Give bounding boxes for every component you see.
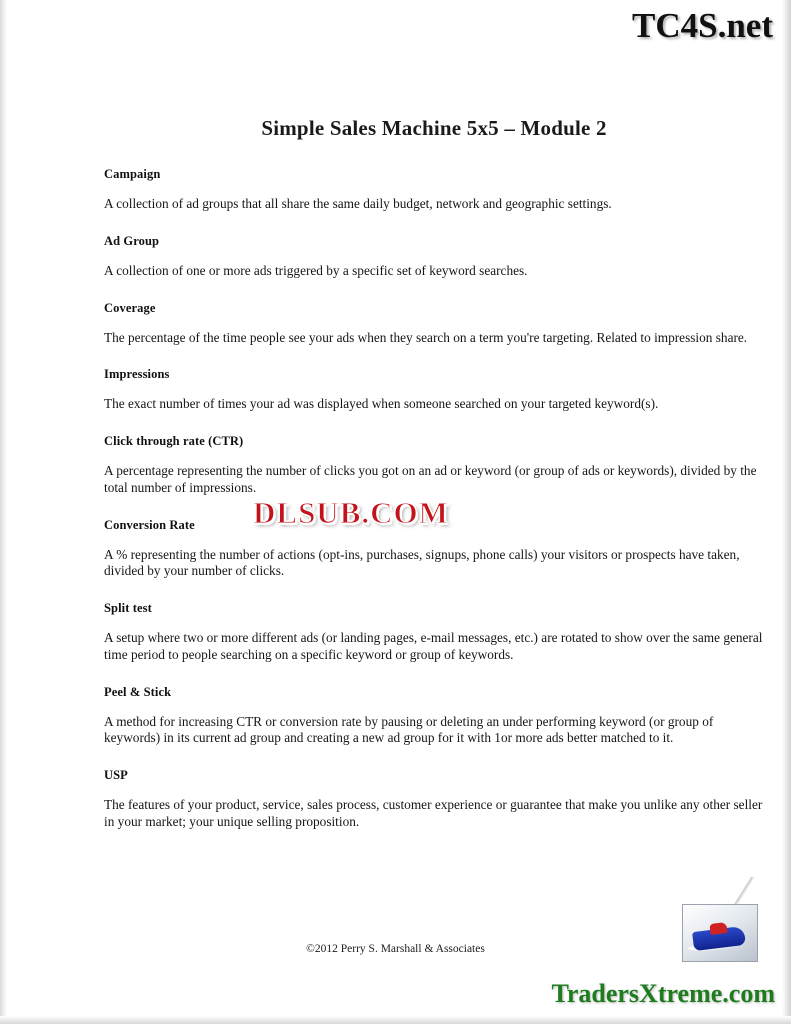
glossary-entry	[104, 434, 764, 497]
page-title: Simple Sales Machine 5x5 – Module 2	[261, 116, 607, 140]
glossary-definition: The percentage of the time people see your ads when they search on a term you're targeting. Related to impression share.	[104, 329, 748, 345]
glossary-definition: A percentage representing the number of clicks you got on an ad or keyword (or group of ads or keywords), divided by the total number of impressions.	[104, 463, 757, 495]
glossary-definition: A collection of ad groups that all share the same daily budget, network and geographic settings.	[104, 196, 612, 211]
copyright-footer: ©2012 Perry S. Marshall & Associates	[306, 943, 485, 955]
glossary-definition: A % representing the number of actions (opt-ins, purchases, signups, phone calls) your visitors or prospects have taken, divided by your number of clicks.	[104, 546, 740, 579]
page-edge-left	[0, 0, 7, 1024]
boat-cabin	[709, 922, 727, 935]
glossary-entry	[104, 685, 764, 748]
glossary-definition: A method for increasing CTR or conversion rate by pausing or deleting an under performing keyword (or group of keywords) in its current ad group and creating a new ad group for it with 1or more ads better matched to it.	[104, 713, 714, 746]
speedboat-logo-icon	[674, 877, 768, 962]
glossary-entry	[104, 301, 764, 347]
site-brand-bottom: TradersXtreme.com	[551, 979, 775, 1008]
glossary-entry	[104, 601, 764, 664]
site-brand-top: TC4S.net	[632, 6, 773, 45]
glossary-term: Click through rate (CTR)	[104, 434, 244, 448]
glossary-term: USP	[104, 768, 128, 782]
glossary-term: Campaign	[104, 167, 161, 181]
glossary-entry	[104, 367, 764, 413]
glossary-entry	[104, 234, 764, 280]
glossary-entry	[104, 768, 764, 831]
glossary-term: Coverage	[104, 300, 156, 315]
glossary-term: Peel & Stick	[104, 684, 172, 699]
glossary-term: Conversion Rate	[104, 517, 195, 532]
watermark: DLSUB.COM	[253, 495, 449, 530]
glossary-definition: A setup where two or more different ads (or landing pages, e-mail messages, etc.) are rotated to show over the same general time period to people searching on a specific keyword or group of keywords.	[104, 630, 763, 662]
glossary-term: Impressions	[104, 367, 170, 382]
glossary-term: Ad Group	[104, 233, 160, 248]
glossary-definition: The exact number of times your ad was displayed when someone searched on your targeted keyword(s).	[104, 396, 659, 412]
glossary-term: Split test	[104, 601, 152, 615]
glossary-definition: A collection of one or more ads triggered by a specific set of keyword searches.	[104, 262, 528, 278]
page-edge-right	[782, 0, 791, 1024]
glossary-entry	[104, 167, 764, 213]
glossary-definition: The features of your product, service, sales process, customer experience or guarantee that make you unlike any other seller in your market; your unique selling proposition.	[104, 797, 763, 829]
document-content	[104, 116, 764, 852]
page-edge-bottom	[0, 1016, 791, 1024]
